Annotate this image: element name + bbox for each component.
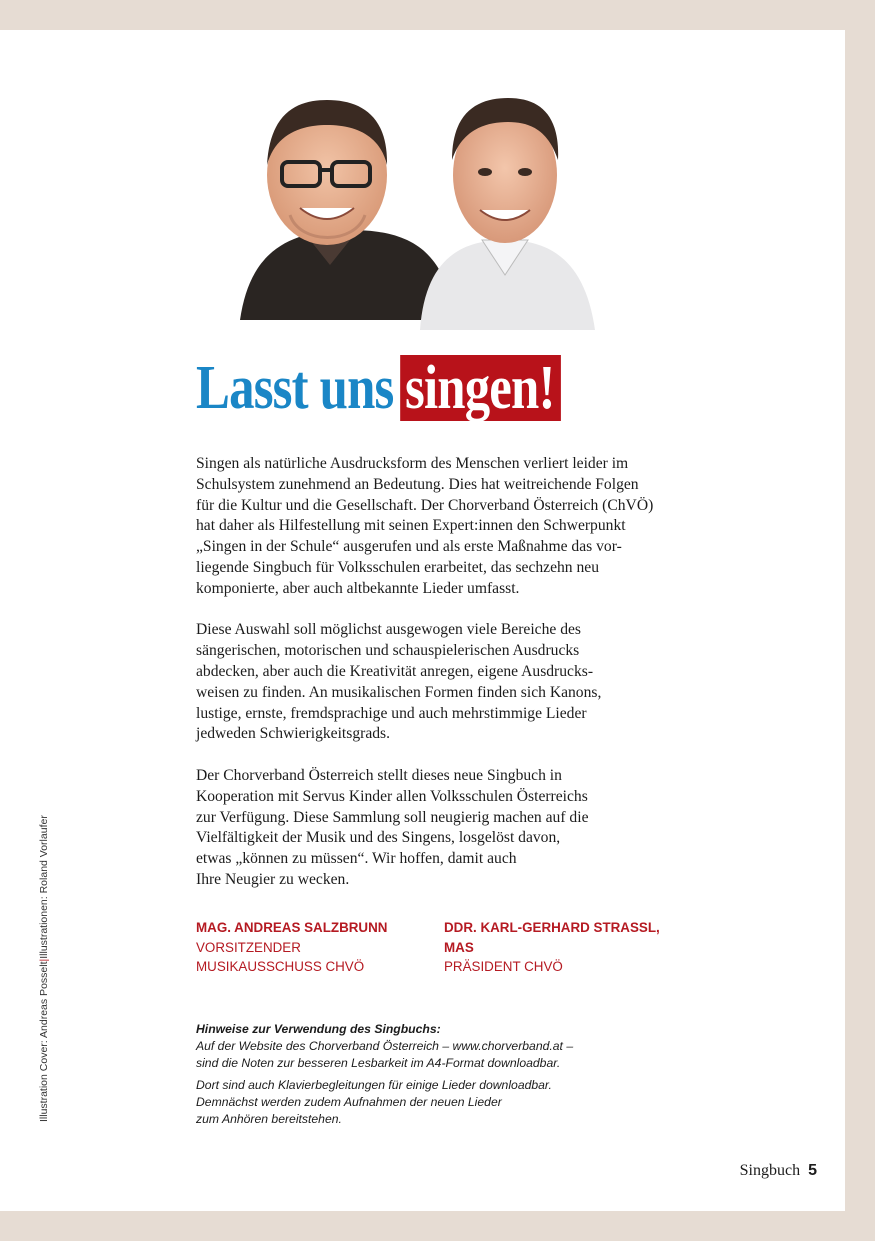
credit-cover: Illustration Cover: Andreas Posselt <box>38 961 50 1122</box>
paragraph-3: Der Chorverband Österreich stellt dieses neue Singbuch in Kooperation mit Servus Kinder allen Volksschulen Österreichs zur Verfügung. Diese Sammlung soll neugierig machen auf die Vielfältigkeit der Musik und des Singens, losgelöst davon, etwas „können zu müssen“. Wir hoffen, damit auch Ihre Neugier zu wecken. <box>196 766 589 888</box>
usage-notes: Hinweise zur Verwendung des Singbuchs: Auf der Website des Chorverband Österreich – www.chorverband.at – sind die Noten zur besseren Lesbarkeit im A4-Format downloadbar. Dort sind auch Klavierbegleitungen für einige Lieder downloadbar. Demnächst werden zudem Aufnahmen der neuen Lieder zum Anhören bereitstehen. <box>196 1021 656 1128</box>
footer-label: Singbuch <box>739 1162 801 1179</box>
portrait-right <box>420 98 595 330</box>
paragraph-1: Singen als natürliche Ausdrucksform des Menschen verliert leider im Schulsystem zunehmend an Bedeutung. Dies hat weitreichende Folgen für die Kultur und die Gesellschaft. Der Chorverband Österreich (ChVÖ) hat daher als Hilfestellung mit seinen Expert:innen den Schwerpunkt „Singen in der Schule“ ausgerufen und als erste Maßnahme das vor- liegende Singbuch für Volksschulen erarbeitet, das sechzehn neu komponierte, aber auch altbekannte Lieder umfasst. <box>196 455 654 597</box>
portrait-illustrations <box>230 80 610 330</box>
signature-name: MAG. ANDREAS SALZBRUNN <box>196 920 388 935</box>
title-part-highlight: singen! <box>400 355 561 421</box>
signature-name: MAS <box>444 939 474 955</box>
notes-title: Hinweise zur Verwendung des Singbuchs: <box>196 1022 441 1036</box>
credit-separator: | <box>38 958 50 962</box>
credit-illustrations: Illustrationen: Roland Vorlaufer <box>38 815 50 959</box>
signature-name: DDR. KARL-GERHARD STRASSL, <box>444 920 660 935</box>
signature-strassl <box>444 918 704 977</box>
paragraph-2: Diese Auswahl soll möglichst ausgewogen viele Bereiche des sängerischen, motorischen und schauspielerischen Ausdrucks abdecken, aber auch die Kreativität anregen, eigene Ausdrucks- weisen zu finden. An musikalischen Formen finden sich Kanons, lustige, ernste, fremdsprachige und auch mehrstimmige Lieder jedweden Schwierigkeitsgrads. <box>196 621 602 743</box>
signature-role: PRÄSIDENT CHVÖ <box>444 959 563 974</box>
intro-text <box>196 454 716 912</box>
page-number: 5 <box>808 1162 817 1179</box>
portrait-left <box>240 100 455 320</box>
page-title <box>196 352 561 424</box>
signature-role: MUSIKAUSSCHUSS CHVÖ <box>196 959 365 974</box>
title-part-blue: Lasst uns <box>196 354 394 422</box>
illustration-credit <box>38 815 50 1122</box>
signature-role: VORSITZENDER <box>196 939 301 955</box>
page-footer <box>740 1162 817 1180</box>
signature-salzbrunn <box>196 918 436 977</box>
